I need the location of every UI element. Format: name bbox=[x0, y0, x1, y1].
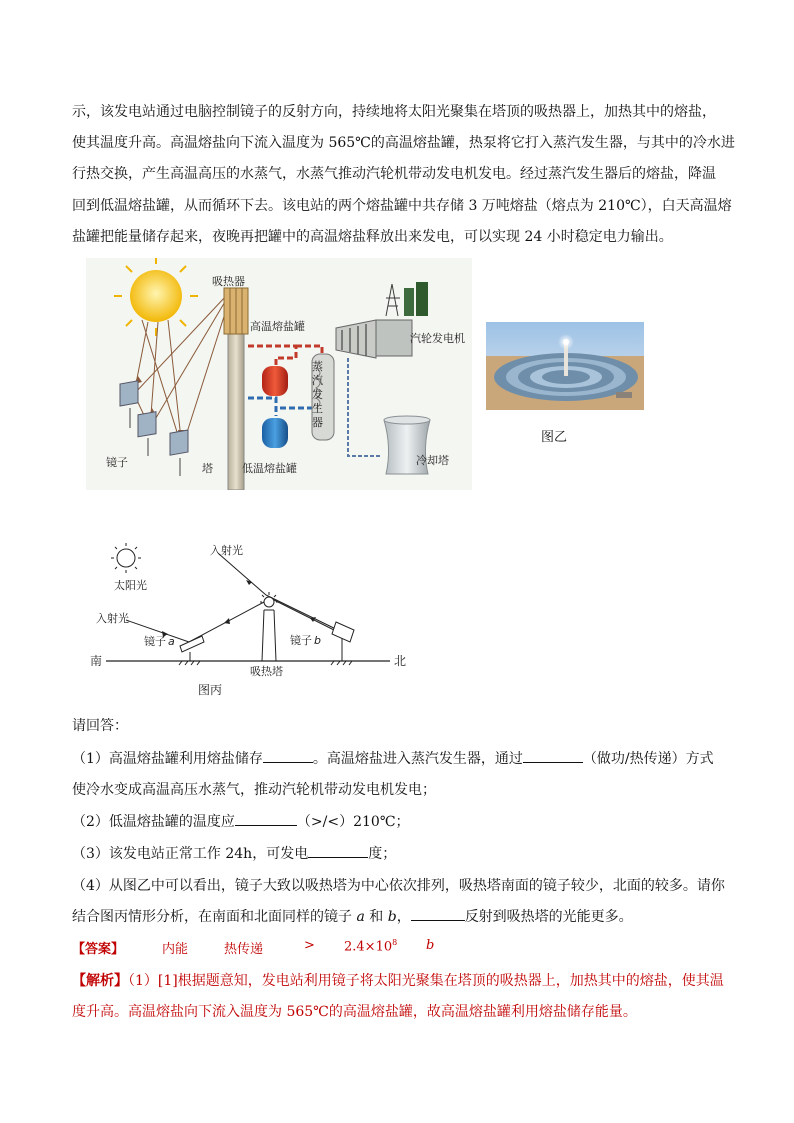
hot-tank-label: 高温熔盐罐 bbox=[250, 320, 305, 333]
question-1-cont: 使冷水变成高温高压水蒸气，推动汽轮机带动发电机发电； bbox=[72, 782, 436, 798]
intro-line: 使其温度升高。高温熔盐向下流入温度为 565℃的高温熔盐罐，热泵将它打入蒸汽发生器，与其中的冷水进 bbox=[72, 135, 735, 151]
steam-gen-label-4: 生 bbox=[312, 402, 323, 415]
answer-tag: 【答案】 bbox=[72, 942, 125, 957]
sunlight-label: 太阳光 bbox=[114, 579, 147, 592]
tower-label: 吸热塔 bbox=[250, 665, 283, 678]
absorber-label: 吸热器 bbox=[212, 275, 245, 288]
q1-text-b: 。高温熔盐进入蒸汽发生器，通过 bbox=[312, 751, 523, 767]
q4-comma: ， bbox=[396, 909, 411, 925]
turbine-label: 汽轮发电机 bbox=[410, 332, 465, 345]
q1-text-a: （1）高温熔盐罐利用熔盐储存 bbox=[72, 751, 263, 767]
analysis-line-2: 度升高。高温熔盐向下流入温度为 565℃的高温熔盐罐，故高温熔盐罐利用熔盐储存能量。 bbox=[72, 1004, 637, 1020]
figure-jia bbox=[86, 258, 472, 494]
steam-gen-label-5: 器 bbox=[312, 416, 323, 429]
questions-prompt: 请回答： bbox=[72, 718, 128, 734]
sun-icon bbox=[111, 543, 141, 573]
mirror-label: 镜子 bbox=[106, 456, 128, 469]
answer-blank[interactable] bbox=[308, 843, 368, 858]
answer-item-4: $2.4\times 10^8$ bbox=[344, 938, 398, 955]
north-label: 北 bbox=[394, 654, 407, 668]
q4-text-d: 反射到吸热塔的光能更多。 bbox=[464, 909, 633, 925]
q4-letter-a: a bbox=[356, 909, 365, 925]
answer-blank[interactable] bbox=[523, 748, 583, 763]
answer-line bbox=[72, 938, 435, 957]
mirror-b-letter: b bbox=[314, 634, 321, 647]
intro-line: 示，该发电站通过电脑控制镜子的反射方向，持续地将太阳光聚集在塔顶的吸热器上，加热其中的熔盐， bbox=[72, 104, 716, 120]
south-label: 南 bbox=[90, 654, 103, 668]
question-4: （4）从图乙中可以看出，镜子大致以吸热塔为中心依次排列，吸热塔南面的镜子较少，北面的较多。请你 bbox=[72, 878, 725, 894]
heliostat-field-photo bbox=[486, 322, 644, 410]
mirror-b-label: 镜子 bbox=[290, 634, 312, 647]
q3-text-b: 度； bbox=[368, 846, 397, 862]
answer-blank[interactable] bbox=[411, 906, 465, 921]
figure-bing bbox=[84, 538, 414, 707]
answer-item-2: 热传递 bbox=[224, 942, 264, 957]
answer-item-5: b bbox=[426, 938, 435, 953]
answer-item-3: > bbox=[304, 938, 315, 953]
q2-text-b: （>/<）210℃； bbox=[296, 814, 410, 830]
answer-blank[interactable] bbox=[235, 811, 297, 826]
question-2 bbox=[72, 811, 409, 831]
tower-label: 塔 bbox=[202, 462, 213, 475]
analysis-tag: 【解析】 bbox=[72, 973, 128, 989]
steam-gen-label-2: 汽 bbox=[312, 374, 323, 387]
steam-gen-label-1: 蒸 bbox=[312, 360, 323, 373]
figure-yi bbox=[486, 322, 644, 414]
answer-item-1: 内能 bbox=[162, 942, 189, 957]
question-3 bbox=[72, 843, 396, 863]
figure-bing-caption: 图丙 bbox=[198, 683, 223, 697]
analysis-text-1: （1）[1]根据题意知，发电站利用镜子将太阳光聚集在塔顶的吸热器上，加热其中的熔盐，使其温 bbox=[128, 973, 724, 989]
q4-text-b: 结合图丙情形分析，在南面和北面同样的镜子 bbox=[72, 909, 357, 925]
mirror-b-icon bbox=[331, 622, 354, 665]
q4-letter-b: b bbox=[387, 909, 397, 925]
intro-line: 行热交换，产生高温高压的水蒸气，水蒸气推动汽轮机带动发电机发电。经过蒸汽发生器后的熔盐，降温 bbox=[72, 166, 716, 182]
question-1 bbox=[72, 748, 714, 768]
q2-text-a: （2）低温熔盐罐的温度应 bbox=[72, 814, 235, 830]
incident-top-label: 入射光 bbox=[210, 544, 243, 557]
answer-blank[interactable] bbox=[263, 748, 313, 763]
mirror-a-letter: a bbox=[168, 635, 175, 648]
q1-text-c: （做功/热传递）方式 bbox=[582, 751, 714, 767]
q4-and: 和 bbox=[364, 909, 388, 925]
figure-yi-caption: 图乙 bbox=[541, 430, 568, 445]
q3-text-a: （3）该发电站正常工作 24h，可发电 bbox=[72, 846, 309, 862]
question-4-cont bbox=[72, 906, 633, 926]
intro-line: 盐罐把能量储存起来，夜晚再把罐中的高温熔盐释放出来发电，可以实现 24 小时稳定电力输出。 bbox=[72, 229, 673, 245]
mirror-a-label: 镜子 bbox=[144, 635, 166, 648]
analysis-line-1 bbox=[72, 970, 724, 990]
cooling-tower-label: 冷却塔 bbox=[416, 454, 449, 467]
steam-gen-label-3: 发 bbox=[312, 388, 323, 401]
intro-line: 回到低温熔盐罐，从而循环下去。该电站的两个熔盐罐中共存储 3 万吨熔盐（熔点为 210℃），白天高温熔 bbox=[72, 198, 732, 214]
cold-tank-label: 低温熔盐罐 bbox=[242, 462, 297, 475]
incident-left-label: 入射光 bbox=[96, 612, 129, 625]
